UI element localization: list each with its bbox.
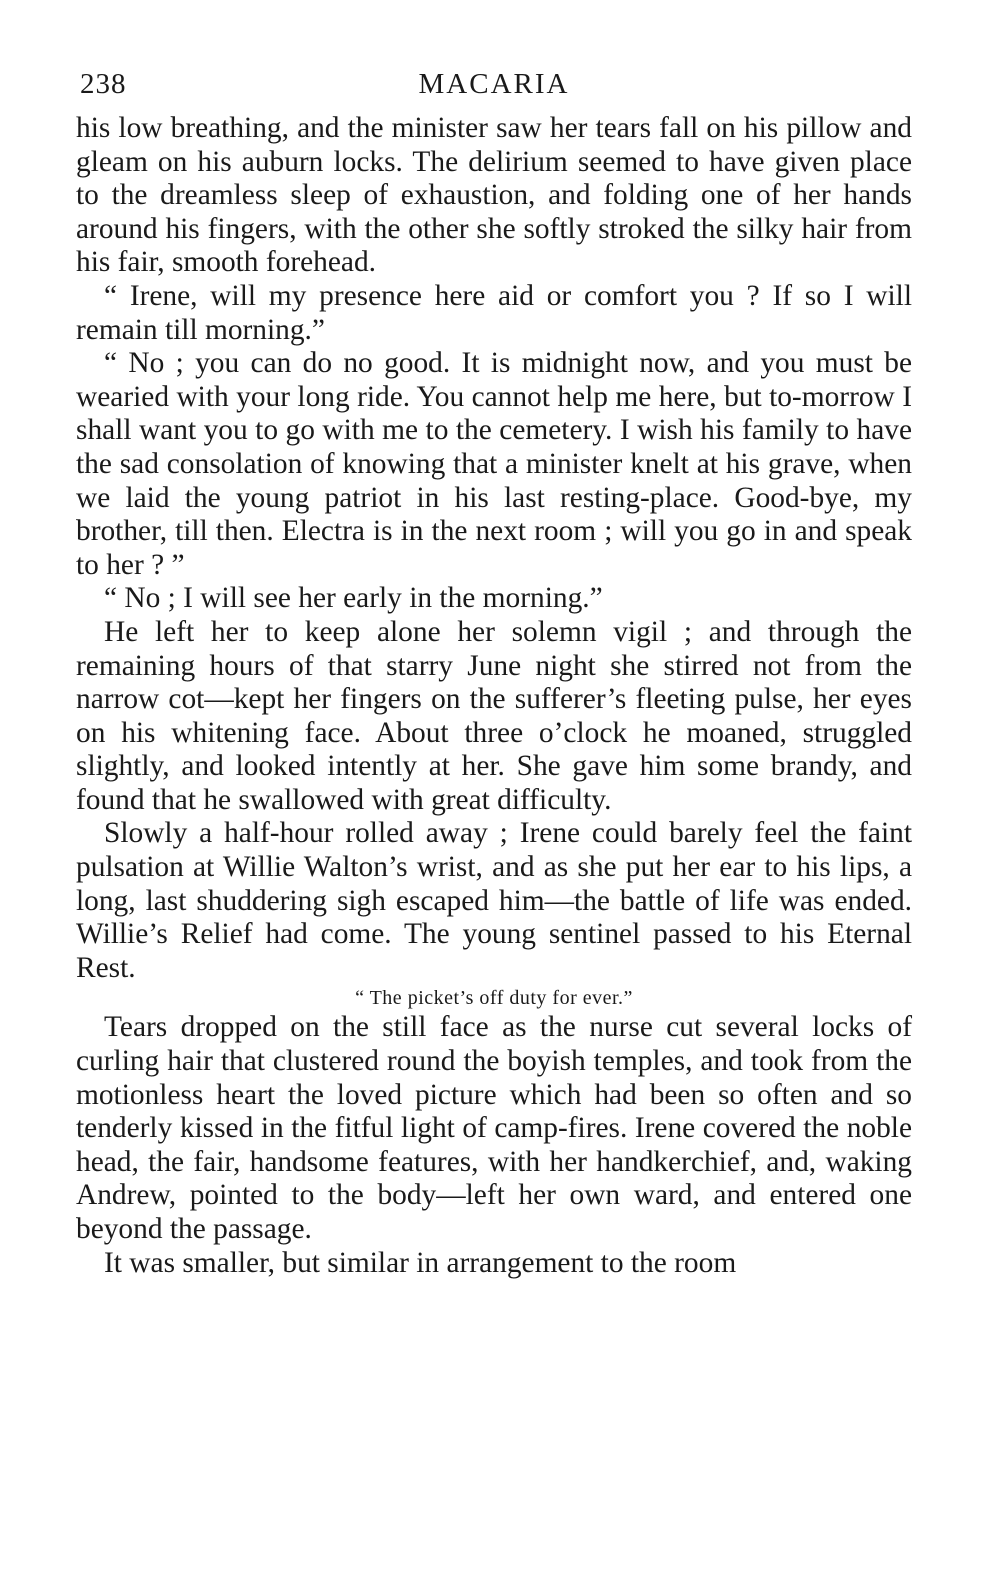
paragraph: Slowly a half-hour rolled away ; Irene could barely feel the faint pulsation at Willie Walton’s wrist, and as she put her ear to his lips, a long, last shuddering sigh escaped him—the battle of life was ended. Willie’s Relief had come. The young sentinel passed to his Eternal Rest.: [76, 817, 912, 984]
epigraph-quote: “ The picket’s off duty for ever.”: [355, 987, 633, 1010]
paragraph: “ Irene, will my presence here aid or comfort you ? If so I will remain till morning.”: [76, 279, 912, 346]
paragraph: It was smaller, but similar in arrangement to the room: [104, 1246, 737, 1279]
body-text: [76, 112, 912, 1280]
paragraph: his low breathing, and the minister saw her tears fall on his pillow and gleam on his auburn locks. The delirium seemed to have given place to the dreamless sleep of exhaustion, and folding one of her hands around his fingers, with the other she softly stroked the silky hair from his fair, smooth forehead.: [76, 112, 912, 279]
running-title: MACARIA: [418, 68, 570, 100]
page-number: 238: [80, 68, 127, 100]
paragraph: “ No ; I will see her early in the morning.”: [104, 582, 603, 615]
paragraph: He left her to keep alone her solemn vigil ; and through the remaining hours of that starry June night she stirred not from the narrow cot—kept her fingers on the sufferer’s fleeting pulse, her eyes on his whitening face. About three o’clock he moaned, struggled slightly, and looked intently at her. She gave him some brandy, and found that he swallowed with great difficulty.: [76, 615, 912, 816]
running-head: [76, 68, 912, 108]
paragraph: “ No ; you can do no good. It is midnight now, and you must be wearied with your long ride. You cannot help me here, but to-morrow I shall want you to go with me to the cemetery. I wish his family to have the sad consolation of knowing that a minister knelt at his grave, when we laid the young patriot in his last resting-place. Good-bye, my brother, till then. Electra is in the next room ; will you go in and speak to her ? ”: [76, 347, 912, 581]
paragraph: Tears dropped on the still face as the nurse cut several locks of curling hair that clustered round the boyish temples, and took from the motionless heart the loved picture which had been so often and so tenderly kissed in the fitful light of camp-fires. Irene covered the noble head, the fair, handsome features, with her handkerchief, and, waking Andrew, pointed to the body—left her own ward, and entered one beyond the passage.: [76, 1011, 912, 1245]
